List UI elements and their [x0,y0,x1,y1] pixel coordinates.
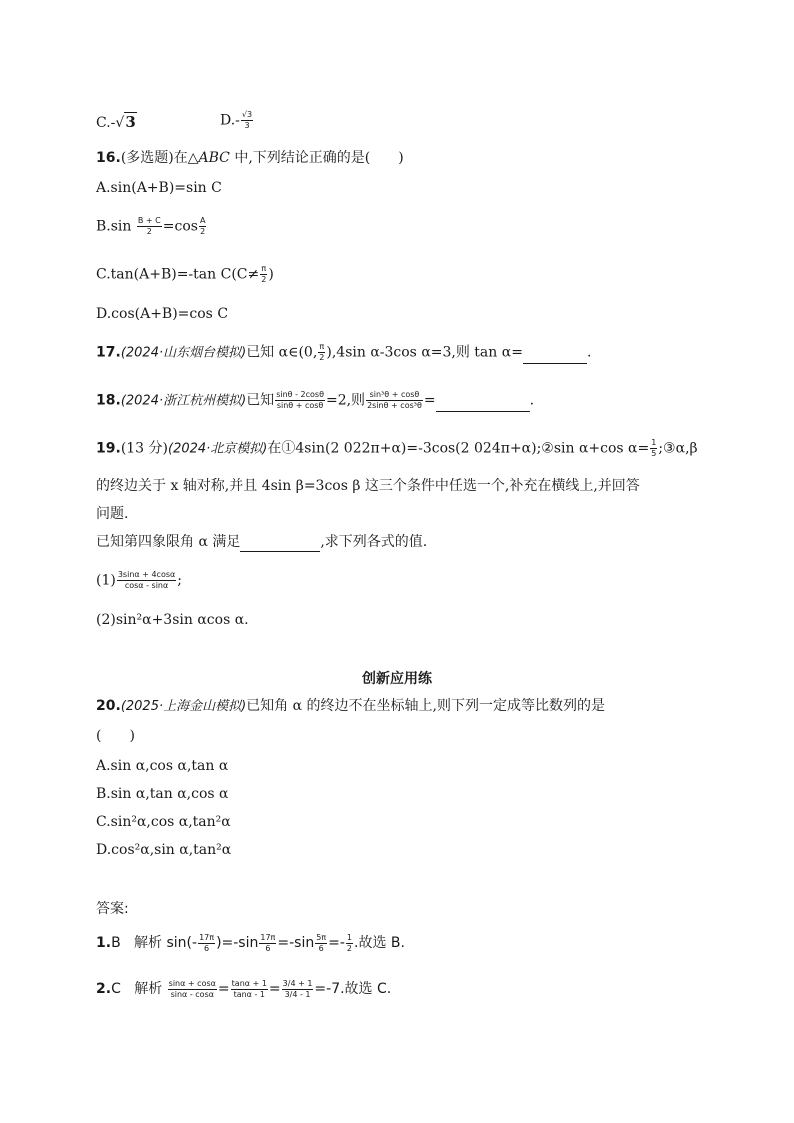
option-text: B.sin α,tan α,cos α [96,786,229,802]
option-text: A.sin α,cos α,tan α [96,758,229,774]
fraction [259,933,276,954]
question-text: 的终边关于 x 轴对称,并且 4sin β=3cos β 这三个条件中任选一个,补充在横线上,并回答 [96,478,640,494]
q16-option-a [96,178,222,198]
question-text: 已知第四象限角 α 满足 [96,534,241,550]
frac-den: 2 [200,227,206,236]
frac-den: sinθ + cosθ [276,401,324,410]
option-c-text: C.- [96,115,116,131]
question-text: ;③α,β [658,440,698,457]
fraction [650,438,657,459]
frac-den: tanα - 1 [233,989,266,999]
q20-option-c [96,812,231,832]
question-number: 19. [96,440,121,457]
q16-option-b [96,216,207,237]
frac-num: 3/4 + 1 [282,978,313,988]
q20-option-d [96,840,231,860]
q20-stem [96,696,605,717]
fraction [117,570,176,591]
sqrt-symbol: √3 [115,113,136,131]
answer-number: 2. [96,981,112,997]
analysis-label: 解析 [134,981,163,997]
question-number: 20. [96,698,121,714]
frac-den: 2 [319,353,325,362]
frac-num: 1 [651,438,657,447]
answer-text: =- [328,935,345,951]
fraction [260,264,267,285]
part-label: (1) [96,572,116,589]
frac-num: π [319,342,325,351]
frac-num: √3 [241,110,253,119]
fraction [241,110,253,131]
question-text: 已知 [246,392,275,409]
frac-den: 2 [146,227,152,236]
fraction [366,390,423,411]
answer-text: sin(- [166,935,198,951]
question-text: ),4sin α-3cos α=3,则 tan α= [326,344,523,361]
frac-num: tanα + 1 [231,978,267,988]
question-text: =2,则 [325,392,366,409]
question-text: . [586,344,592,361]
question-score: (13 分) [120,440,169,457]
fraction [346,933,353,954]
question-text: ; [177,572,182,589]
question-text: 已知 α∈(0, [246,344,318,361]
fraction [282,979,314,1000]
answer-text: = [217,981,230,997]
answer-paren: ( ) [96,728,135,744]
q18 [96,390,534,412]
question-text: 问题. [96,506,129,522]
frac-num: 17π [260,932,276,942]
question-text: (2)sin²α+3sin αcos α. [96,612,249,628]
answer-blank[interactable] [240,537,320,552]
frac-den: 5 [651,449,657,458]
radicand: 3 [125,113,136,131]
option-d-text: D.- [220,112,240,129]
frac-num: π [261,264,267,273]
q20-option-a [96,756,228,776]
q15-option-c [96,112,137,133]
answer-text: )=-sin [216,935,259,951]
answer-blank[interactable] [523,349,587,364]
option-text: =cos [162,218,198,235]
answer-blank[interactable] [436,397,530,412]
fraction [137,216,162,237]
frac-den: 3/4 - 1 [284,989,311,999]
question-text: 中,下列结论正确的是( ) [229,150,404,166]
option-text: C.tan(A+B)=-tan C(C≠ [96,266,260,283]
q16-stem [96,148,404,168]
frac-den: 6 [265,943,271,953]
option-text: D.cos(A+B)=cos C [96,306,229,322]
answer-2 [96,978,391,1000]
q20-option-b [96,784,228,804]
question-text: 已知角 α 的终边不在坐标轴上,则下列一定成等比数列的是 [246,698,605,714]
section-title: 创新应用练 [362,671,432,687]
option-text: ) [268,266,274,283]
fraction [318,342,325,363]
answer-1 [96,932,405,954]
answers-heading: 答案: [96,901,129,917]
question-number: 17. [96,344,121,361]
question-source: (2024·浙江杭州模拟) [120,393,247,409]
q19-part-2 [96,610,249,630]
q19-line-1 [96,438,698,460]
q15-option-d [220,110,254,131]
fraction [199,216,206,237]
question-source: (2024·山东烟台模拟) [120,345,247,361]
question-source: (2025·上海金山模拟) [120,699,247,714]
frac-num: 17π [199,932,215,942]
frac-num: 5π [316,932,327,942]
question-number: 16. [96,150,121,166]
answer-text: =-sin [277,935,315,951]
fraction [275,390,325,411]
question-text: (多选题)在△ [120,150,199,166]
answer-choice: C [111,981,121,997]
question-text: ,求下列各式的值. [320,534,428,550]
q19-line-2 [96,476,640,496]
answer-choice: B [111,935,121,951]
answer-text: =-7.故选 C. [314,981,392,997]
analysis-label: 解析 [134,935,163,951]
answer-text: .故选 B. [354,935,405,951]
frac-num: sinθ - 2cosθ [276,390,324,399]
question-text: . [529,392,535,409]
frac-num: sin³θ + cosθ [366,390,423,401]
frac-num: B + C [137,216,161,225]
q16-option-d [96,304,228,324]
answer-number: 1. [96,935,112,951]
question-text: = [423,392,436,409]
q20-paren [96,726,135,746]
option-text: D.cos²α,sin α,tan²α [96,842,232,858]
frac-den: 3 [244,121,250,130]
frac-den: 2sinθ + cos³θ [367,401,422,410]
frac-num: 3sinα + 4cosα [117,570,176,579]
q19-part-1 [96,570,182,591]
question-number: 18. [96,392,121,409]
frac-num: 1 [346,932,353,942]
frac-num: sinα + cosα [168,978,216,988]
q19-line-3 [96,504,128,524]
question-text: 在①4sin(2 022π+α)=-3cos(2 024π+α);②sin α+cos α= [267,440,650,457]
frac-den: 2 [261,275,267,284]
option-text: A.sin(A+B)=sin C [96,180,222,196]
frac-den: 6 [318,943,324,953]
q16-option-c [96,264,274,285]
frac-den: sinα - cosα [170,989,215,999]
fraction [231,979,268,1000]
question-source: (2024·北京模拟) [168,441,268,457]
fraction [168,979,217,1000]
option-text: B.sin [96,218,136,235]
option-text: C.sin²α,cos α,tan²α [96,814,231,830]
frac-den: 2 [346,943,353,953]
frac-num: A [199,216,206,225]
frac-den: cosα - sinα [124,581,169,590]
q17 [96,342,591,364]
answer-text: = [268,981,281,997]
triangle-name: ABC [198,150,230,166]
frac-den: 6 [204,943,210,953]
fraction [315,933,327,954]
q19-line-4 [96,532,427,552]
fraction [198,933,215,954]
